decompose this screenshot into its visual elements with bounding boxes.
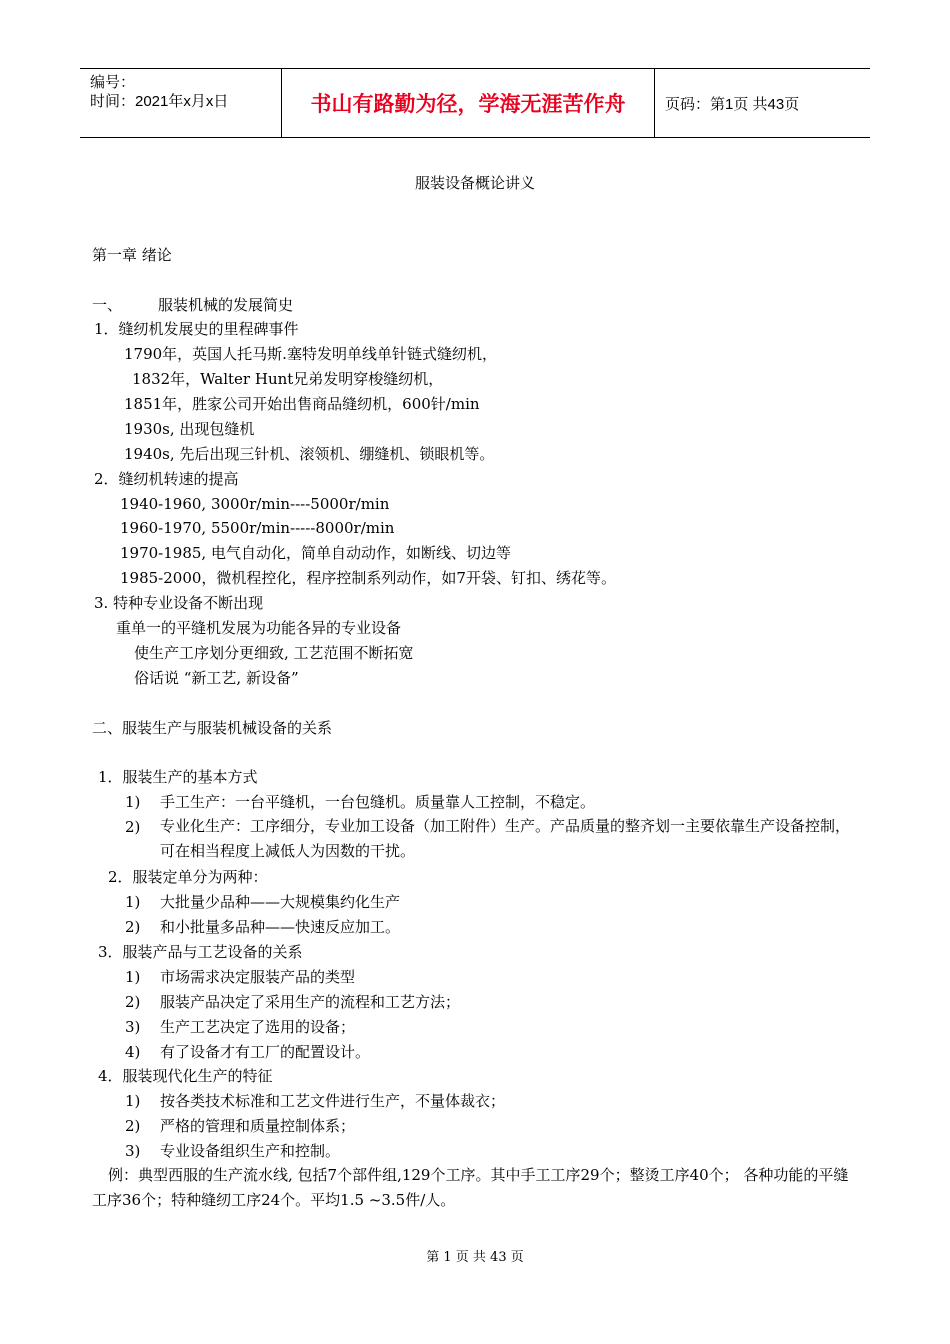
list-item: 和小批量多品种——快速反应加工。 [160, 918, 401, 936]
subsection-2-2-title: 2．服装定单分为两种： [108, 868, 268, 886]
speed-item: 1985-2000，微机程控化，程序控制系列动作，如7开袋、钉扣、绣花等。 [120, 569, 616, 587]
list-item: 专业设备组织生产和控制。 [160, 1142, 341, 1160]
list-number: 4) [125, 1043, 141, 1061]
list-number: 1) [125, 893, 141, 911]
milestone-item: 1832年，Walter Hunt兄弟发明穿梭缝纫机， [132, 370, 444, 388]
speed-item: 1960-1970, 5500r/min-----8000r/min [120, 519, 395, 537]
special-equipment-item: 俗话说 “新工艺, 新设备” [134, 669, 299, 687]
special-equipment-item: 使生产工序划分更细致, 工艺范围不断拓宽 [134, 644, 414, 662]
example-paragraph: 例：典型西服的生产流水线, 包括7个部件组,129个工序。其中手工工序29个；整烫工序40个； 各种功能的平缝工序36个；特种缝纫工序24个。平均1.5 ~3.5件/人。 [92, 1166, 849, 1209]
section-1-title: 服装机械的发展简史 [158, 296, 294, 314]
special-equipment-item: 重单一的平缝机发展为功能各异的专业设备 [116, 619, 402, 637]
motto: 书山有路勤为径，学海无涯苦作舟 [282, 69, 655, 137]
list-item: 严格的管理和质量控制体系； [160, 1117, 356, 1135]
subsection-2-1-title: 1．服装生产的基本方式 [98, 768, 258, 786]
time-label: 时间：2021年x月x日 [90, 93, 229, 110]
list-item: 有了设备才有工厂的配置设计。 [160, 1043, 371, 1061]
section-2-title: 二、服装生产与服装机械设备的关系 [92, 719, 333, 737]
page-footer: 第 1 页 共 43 页 [426, 1250, 524, 1265]
list-number: 2) [125, 818, 141, 836]
subsection-2-4-title: 4．服装现代化生产的特征 [98, 1067, 273, 1085]
list-number: 1) [125, 793, 141, 811]
subsection-1-2-title: 2．缝纫机转速的提高 [94, 470, 239, 488]
header-left-cell [80, 69, 282, 137]
list-item: 大批量少品种——大规模集约化生产 [160, 893, 401, 911]
section-1-number: 一、 [92, 296, 123, 314]
list-item: 生产工艺决定了选用的设备； [160, 1018, 356, 1036]
chapter-heading: 第一章 绪论 [92, 246, 172, 264]
list-number: 1) [125, 1092, 141, 1110]
list-number: 1) [125, 968, 141, 986]
subsection-1-1-title: 1．缝纫机发展史的里程碑事件 [94, 320, 299, 338]
speed-item: 1940-1960, 3000r/min----5000r/min [120, 495, 390, 513]
header-table [80, 68, 870, 138]
list-item: 手工生产：一台平缝机，一台包缝机。质量靠人工控制，不稳定。 [160, 793, 596, 811]
list-number: 3) [125, 1142, 141, 1160]
list-number: 2) [125, 1117, 141, 1135]
list-item: 服装产品决定了采用生产的流程和工艺方法； [160, 993, 461, 1011]
document-title: 服装设备概论讲义 [414, 174, 535, 192]
list-number: 2) [125, 993, 141, 1011]
milestone-item: 1940s, 先后出现三针机、滚领机、绷缝机、锁眼机等。 [124, 445, 495, 463]
subsection-1-3-title: 3. 特种专业设备不断出现 [94, 594, 264, 612]
list-item: 按各类技术标准和工艺文件进行生产，不量体裁衣； [160, 1092, 506, 1110]
list-item: 市场需求决定服装产品的类型 [160, 968, 356, 986]
milestone-item: 1790年，英国人托马斯.塞特发明单线单针链式缝纫机， [124, 345, 497, 363]
page-label: 页码：第1页 共43页 [665, 95, 800, 113]
speed-item: 1970-1985, 电气自动化，简单自动动作，如断线、切边等 [120, 544, 511, 562]
number-label: 编号： [90, 74, 136, 91]
list-number: 3) [125, 1018, 141, 1036]
milestone-item: 1851年，胜家公司开始出售商品缝纫机，600针/min [124, 395, 480, 413]
list-item-paragraph: 专业化生产：工序细分，专业加工设备（加工附件）生产。产品质量的整齐划一主要依靠生产设备控制，可在相当程度上减低人为因数的干扰。 [160, 817, 851, 860]
milestone-item: 1930s, 出现包缝机 [124, 420, 255, 438]
list-number: 2) [125, 918, 141, 936]
subsection-2-3-title: 3．服装产品与工艺设备的关系 [98, 943, 303, 961]
